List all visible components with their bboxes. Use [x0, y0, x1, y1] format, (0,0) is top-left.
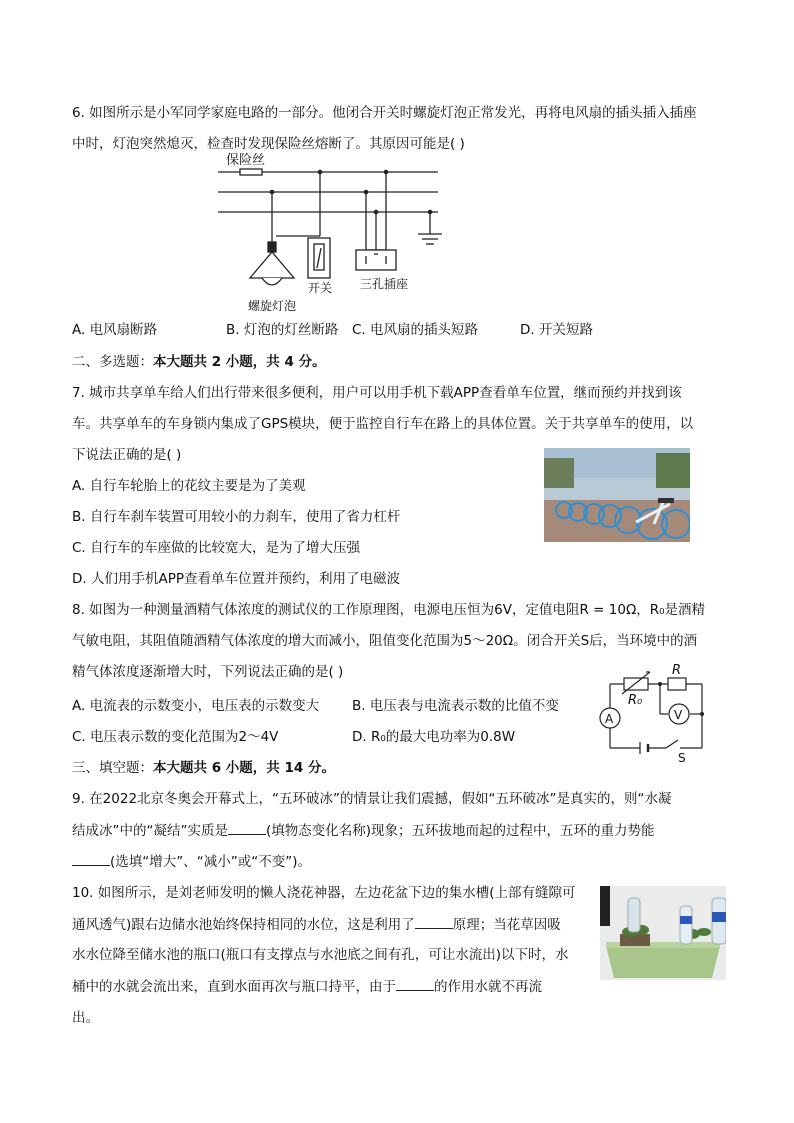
switch-s-label: S — [678, 751, 686, 764]
q9-line2 — [72, 820, 655, 841]
q8-option-a: A. 电流表的示数变小，电压表的示数变大 — [72, 698, 320, 714]
q10-line3: 水水位降至储水池的瓶口(瓶口有支撑点与水池底之间有孔，可让水流出)以下时，水 — [72, 947, 569, 963]
r0-label: R₀ — [628, 693, 643, 708]
q8-option-b: B. 电压表与电流表示数的比值不变 — [352, 698, 559, 714]
fuse-label: 保险丝 — [226, 153, 266, 168]
q6-line1: 6. 如图所示是小军同学家庭电路的一部分。他闭合开关时螺旋灯泡正常发光，再将电风扇的插头插入插座 — [72, 105, 697, 121]
section2-heading — [72, 352, 326, 372]
household-circuit-diagram — [210, 150, 460, 315]
r-label: R — [672, 664, 682, 678]
section3-prefix: 三、填空题： — [72, 760, 153, 776]
q10-line2-start: 通风透气)跟右边储水池始终保持相同的水位，这是利用了 — [72, 917, 415, 933]
q7-option-a: A. 自行车轮胎上的花纹主要是为了美观 — [72, 478, 306, 494]
section2-detail: 本大题共 2 小题，共 4 分。 — [153, 354, 326, 370]
watering-device-photo — [600, 886, 726, 980]
q10-line2-end: 原理；当花草因吸 — [452, 917, 561, 933]
socket-label: 三孔插座 — [360, 277, 409, 291]
section3-heading — [72, 758, 335, 778]
alcohol-tester-circuit — [594, 664, 718, 764]
q7-line3: 下说法正确的是( ) — [72, 447, 182, 463]
voltmeter-label: V — [674, 708, 683, 722]
q9-line2-start: 结成冰”中的“凝结”实质是 — [72, 823, 228, 839]
q9-line1: 9. 在2022北京冬奥会开幕式上，“五环破冰”的情景让我们震撼，假如“五环破冰”是真实的，则“水凝 — [72, 791, 672, 807]
q10-line5: 出。 — [72, 1010, 99, 1026]
q10-blank-1[interactable] — [415, 914, 453, 929]
q6-option-b: B. 灯泡的灯丝断路 — [226, 322, 339, 338]
q9-blank-1[interactable] — [228, 820, 266, 835]
q7-option-b: B. 自行车刹车装置可用较小的力刹车，使用了省力杠杆 — [72, 509, 401, 525]
section2-prefix: 二、多选题： — [72, 354, 153, 370]
q10-line4-start: 桶中的水就会流出来，直到水面再次与瓶口持平，由于 — [72, 979, 396, 995]
section3-detail: 本大题共 6 小题，共 14 分。 — [153, 760, 335, 776]
q9-line3-text: (选填“增大”、“减小”或“不变”)。 — [110, 854, 311, 870]
bulb-label: 螺旋灯泡 — [248, 299, 297, 313]
q7-line2: 车。共享单车的车身锁内集成了GPS模块，便于监控自行车在路上的具体位置。关于共享单车的使用，以 — [72, 416, 694, 432]
q6-option-a: A. 电风扇断路 — [72, 322, 158, 338]
q6-option-d: D. 开关短路 — [520, 322, 593, 338]
q6-line2: 中时，灯泡突然熄灭，检查时发现保险丝熔断了。其原因可能是( ) — [72, 136, 465, 152]
switch-label: 开关 — [308, 281, 333, 295]
q10-line4 — [72, 976, 542, 997]
q8-line3: 精气体浓度逐渐增大时，下列说法正确的是( ) — [72, 664, 344, 680]
q7-line1: 7. 城市共享单车给人们出行带来很多便利，用户可以用手机下载APP查看单车位置，继而预约并找到该 — [72, 385, 682, 401]
q10-blank-2[interactable] — [396, 976, 434, 991]
q9-blank-2[interactable] — [72, 851, 110, 866]
shared-bikes-photo — [544, 448, 690, 542]
q8-line2: 气敏电阻，其阻值随酒精气体浓度的增大而减小，阻值变化范围为5～20Ω。闭合开关S后，当环境中的酒 — [72, 633, 698, 649]
q6-option-c: C. 电风扇的插头短路 — [352, 322, 479, 338]
q8-line1: 8. 如图为一种测量酒精气体浓度的测试仪的工作原理图，电源电压恒为6V，定值电阻R = 10Ω，R₀是酒精 — [72, 602, 706, 618]
q9-line2-end: (填物态变化名称)现象；五环拔地而起的过程中，五环的重力势能 — [265, 823, 655, 839]
q10-line4-end: 的作用水就不再流 — [434, 979, 542, 995]
q10-line2 — [72, 914, 561, 935]
q9-line3 — [72, 851, 311, 872]
q8-option-c: C. 电压表示数的变化范围为2～4V — [72, 729, 279, 745]
ammeter-label: A — [605, 712, 614, 726]
q7-option-c: C. 自行车的车座做的比较宽大，是为了增大压强 — [72, 540, 361, 556]
q8-option-d: D. R₀的最大电功率为0.8W — [352, 729, 516, 745]
q7-option-d: D. 人们用手机APP查看单车位置并预约，利用了电磁波 — [72, 571, 400, 587]
q10-line1: 10. 如图所示，是刘老师发明的懒人浇花神器，左边花盆下边的集水槽(上部有缝隙可 — [72, 885, 576, 901]
